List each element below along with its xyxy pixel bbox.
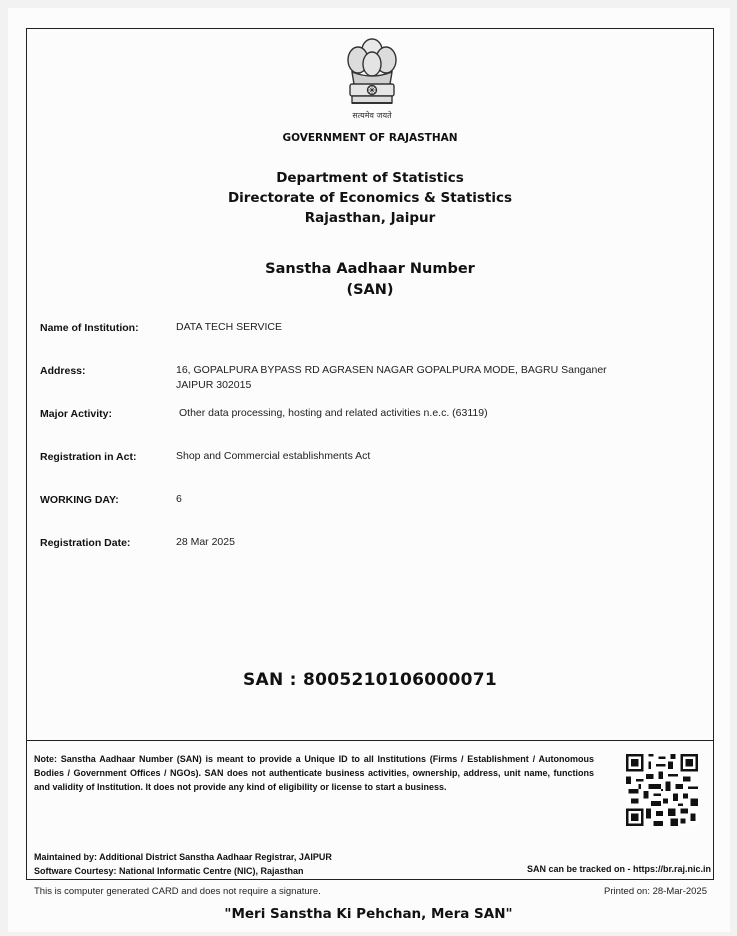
maintained-by: Maintained by: Additional District Sanstha Aadhaar Registrar, JAIPUR <box>34 852 332 862</box>
address-value: 16, GOPALPURA BYPASS RD AGRASEN NAGAR GOPALPURA MODE, BAGRU Sanganer JAIPUR 302015 <box>176 364 607 391</box>
card-title <box>26 259 714 301</box>
department-line: Department of Statistics <box>276 170 464 186</box>
card-title-abbr: (SAN) <box>346 282 394 298</box>
computer-generated-note: This is computer generated CARD and does not require a signature. <box>34 886 321 897</box>
slogan: "Meri Sanstha Ki Pehchan, Mera SAN" <box>224 906 513 922</box>
maintenance-info <box>34 850 332 878</box>
state-emblem-icon <box>344 34 400 108</box>
disclaimer-note: Note: Sanstha Aadhaar Number (SAN) is meant to provide a Unique ID to all Institutions (Firms / Establishment / Autonomous Bodies / Government Offices / NGOs). SAN does not authenticate business activities, ownership, address, unit name, functions and validity of Institution. It does not provide any kind of eligibility or license to start a business. <box>34 754 594 792</box>
registration-act-value: Shop and Commercial establishments Act <box>176 450 371 462</box>
working-day-value: 6 <box>176 493 182 505</box>
printed-date: Printed on: 28-Mar-2025 <box>604 886 707 897</box>
emblem-motto: सत्यमेव जयते <box>352 111 392 120</box>
card-title-line: Sanstha Aadhaar Number <box>265 261 475 277</box>
institution-value: DATA TECH SERVICE <box>176 321 282 333</box>
note-divider <box>26 740 714 741</box>
san-number: SAN : 8005210106000071 <box>242 670 498 690</box>
registration-date-label: Registration Date: <box>40 537 131 549</box>
directorate-line: Directorate of Economics & Statistics <box>227 190 513 206</box>
government-name: GOVERNMENT OF RAJASTHAN <box>282 132 458 144</box>
registration-date-value: 28 Mar 2025 <box>176 536 235 548</box>
software-courtesy: Software Courtesy: National Informatic Centre (NIC), Rajasthan <box>34 866 304 876</box>
activity-label: Major Activity: <box>40 408 112 420</box>
activity-value: Other data processing, hosting and related activities n.e.c. (63119) <box>179 407 488 419</box>
department-heading <box>26 168 714 228</box>
registration-act-label: Registration in Act: <box>40 451 137 463</box>
address-label: Address: <box>40 365 86 377</box>
location-line: Rajasthan, Jaipur <box>304 210 436 226</box>
institution-label: Name of Institution: <box>40 322 139 334</box>
working-day-label: WORKING DAY: <box>40 494 119 506</box>
tracking-link[interactable]: SAN can be tracked on - https://br.raj.nic.in <box>526 864 711 874</box>
qr-code-icon[interactable] <box>626 754 698 826</box>
